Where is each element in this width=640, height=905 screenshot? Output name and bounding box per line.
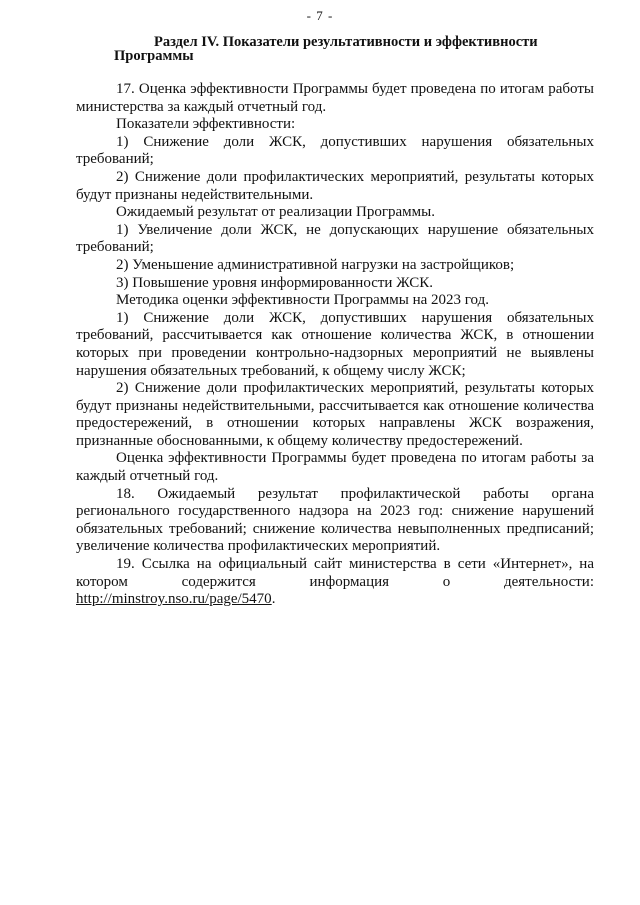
paragraph-19-end: . [271, 591, 276, 608]
methodology-title: Методика оценки эффективности Программы на 2023 год. [116, 292, 490, 309]
expected-result-title: Ожидаемый результат от реализации Программы. [116, 204, 435, 221]
paragraph-19 [76, 556, 594, 609]
indicator-item-2: 2) Снижение доли профилактических мероприятий, результаты которых будут признаны недействительными. [76, 168, 594, 203]
expected-result-item-3: 3) Повышение уровня информированности ЖСК. [116, 274, 434, 291]
section-heading [114, 35, 594, 63]
paragraph-18: 18. Ожидаемый результат профилактической работы органа регионального государственного надзора на 2023 год: снижение нарушений обязательных требований; снижение количества невыполненных предписаний; увеличение количества профилактических мероприятий. [76, 485, 594, 555]
ministry-website-link[interactable]: http://minstroy.nso.ru/page/5470 [76, 591, 272, 608]
methodology-item-2: 2) Снижение доли профилактических мероприятий, результаты которых будут признаны недействительными, рассчитывается как отношение количества предостережений, в отношении которых направлены ЖСК возражения, признанные обоснованными, к общему количеству предостережений. [76, 380, 594, 449]
expected-result-item-1: 1) Увеличение доли ЖСК, не допускающих нарушение обязательных требований; [76, 221, 594, 256]
page-number: - 7 - [306, 8, 334, 23]
paragraph-19-text: 19. Ссылка на официальный сайт министерства в сети «Интернет», на котором содержится информация о деятельности: [76, 556, 594, 590]
expected-result-item-2: 2) Уменьшение административной нагрузки на застройщиков; [116, 256, 515, 273]
section-heading-line2: Программы [114, 48, 194, 64]
indicators-title: Показатели эффективности: [116, 116, 296, 133]
section-heading-line1: Раздел IV. Показатели результативности и эффективности [154, 34, 538, 50]
methodology-item-1: 1) Снижение доли ЖСК, допустивших нарушения обязательных требований, рассчитывается как отношение количества ЖСК, в отношении которых при проведении контрольно-надзорных мероприятий не выявлены нарушения обязательных требований, к общему числу ЖСК; [76, 309, 594, 379]
paragraph-17: 17. Оценка эффективности Программы будет проведена по итогам работы министерства за каждый отчетный год. [76, 81, 594, 115]
evaluation-paragraph: Оценка эффективности Программы будет проведена по итогам работы за каждый отчетный год. [76, 450, 594, 485]
indicator-item-1: 1) Снижение доли ЖСК, допустивших нарушения обязательных требований; [76, 133, 594, 168]
document-body [76, 81, 594, 609]
